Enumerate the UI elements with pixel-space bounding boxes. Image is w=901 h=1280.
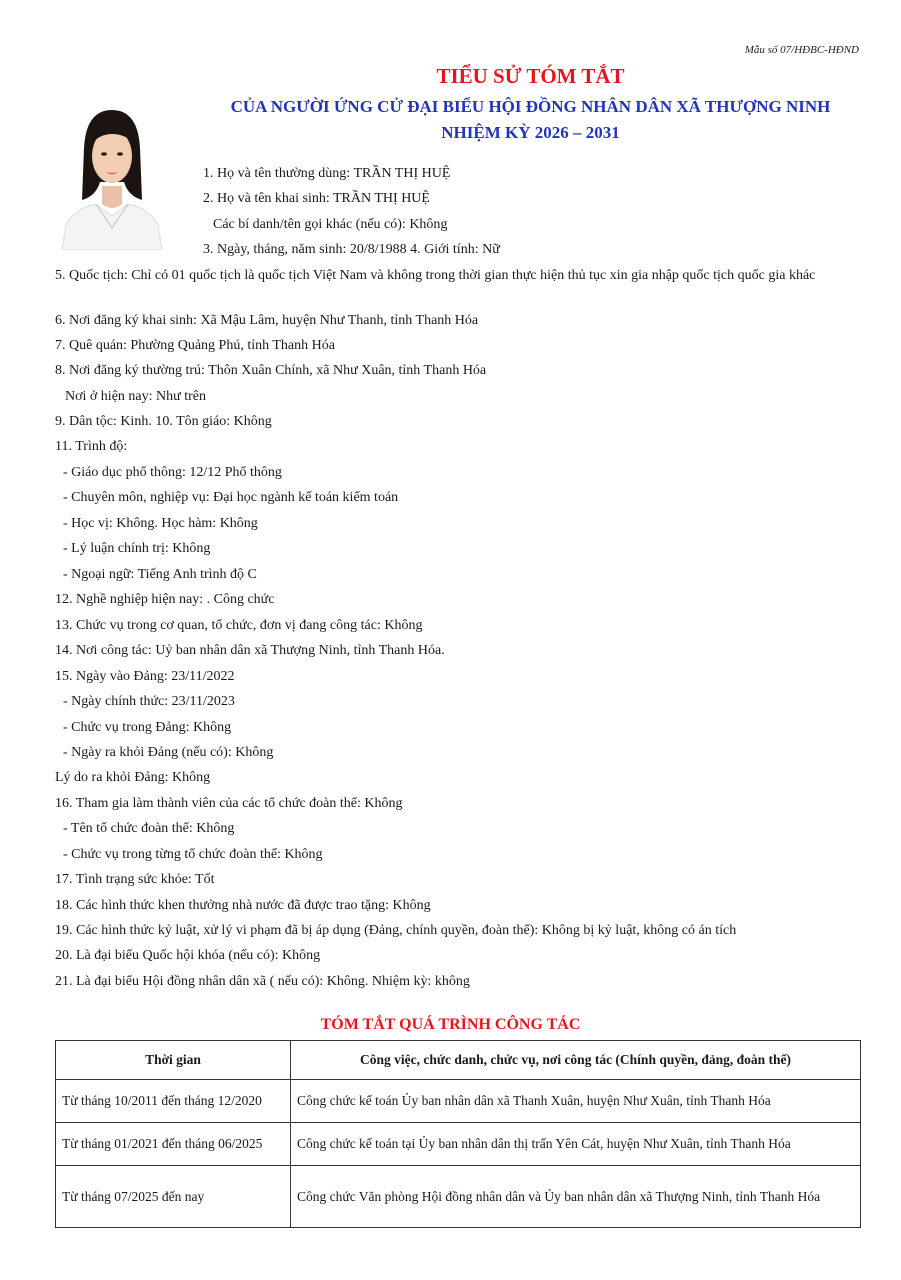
item-discipline: 19. Các hình thức kỷ luật, xử lý vi phạm đã bị áp dụng (Đảng, chính quyền, đoàn thể): Không bị kỷ luật, không có án tích [55,923,737,938]
item-occupation: 12. Nghề nghiệp hiện nay: . Công chức [55,592,275,607]
item-party-leave-date: - Ngày ra khỏi Đảng (nếu có): Không [63,745,274,760]
item-common-name: 1. Họ và tên thường dùng: TRẦN THỊ HUỆ [203,166,451,181]
work-history-table [55,1040,861,1228]
item-birth-name: 2. Họ và tên khai sinh: TRẦN THỊ HUỆ [203,191,430,206]
item-general-education: - Giáo dục phổ thông: 12/12 Phổ thông [63,465,282,480]
item-foreign-language: - Ngoại ngữ: Tiếng Anh trình độ C [63,567,257,582]
item-current-residence: Nơi ở hiện nay: Như trên [65,389,206,404]
item-political-theory: - Lý luận chính trị: Không [63,541,211,556]
item-organizations: 16. Tham gia làm thành viên của các tổ chức đoàn thể: Không [55,796,403,811]
item-aliases: Các bí danh/tên gọi khác (nếu có): Không [213,217,448,232]
item-awards: 18. Các hình thức khen thưởng nhà nước đã được trao tặng: Không [55,898,431,913]
row-description: Công chức Văn phòng Hội đồng nhân dân và Ủy ban nhân dân xã Thượng Ninh, tỉnh Thanh Hóa [291,1166,861,1228]
item-specialty: - Chuyên môn, nghiệp vụ: Đại học ngành kế toán kiểm toán [63,490,399,505]
header-description: Công việc, chức danh, chức vụ, nơi công tác (Chính quyền, đảng, đoàn thể) [291,1041,861,1080]
item-education-heading: 11. Trình độ: [55,439,128,454]
header-time: Thời gian [56,1041,291,1080]
document-title: TIỂU SỬ TÓM TẮT [436,64,625,88]
item-birthdate-gender: 3. Ngày, tháng, năm sinh: 20/8/1988 4. Giới tính: Nữ [203,242,500,257]
subtitle-line-2: NHIỆM KỲ 2026 – 2031 [441,123,620,142]
item-workplace: 14. Nơi công tác: Uỷ ban nhân dân xã Thượng Ninh, tỉnh Thanh Hóa. [55,643,445,658]
item-health: 17. Tình trạng sức khỏe: Tốt [55,872,215,887]
item-national-assembly: 20. Là đại biểu Quốc hội khóa (nếu có): Không [55,948,321,963]
row-time: Từ tháng 10/2011 đến tháng 12/2020 [56,1080,291,1123]
form-number: Mẫu số 07/HĐBC-HĐND [744,44,859,56]
item-hometown: 7. Quê quán: Phường Quảng Phú, tỉnh Thanh Hóa [55,338,335,353]
item-degree: - Học vị: Không. Học hàm: Không [63,516,258,531]
table-row [56,1123,861,1166]
item-party-leave-reason: Lý do ra khỏi Đảng: Không [55,770,211,785]
item-ethnicity-religion: 9. Dân tộc: Kinh. 10. Tôn giáo: Không [55,414,272,429]
row-description: Công chức kế toán tại Ủy ban nhân dân thị trấn Yên Cát, huyện Như Xuân, tỉnh Thanh Hóa [291,1123,861,1166]
item-organization-name: - Tên tổ chức đoàn thể: Không [63,821,235,836]
item-party-official-date: - Ngày chính thức: 23/11/2023 [63,694,235,709]
table-row [56,1166,861,1228]
subtitle-line-1: CỦA NGƯỜI ỨNG CỬ ĐẠI BIỂU HỘI ĐỒNG NHÂN DÂN XÃ THƯỢNG NINH [230,97,831,116]
row-time: Từ tháng 01/2021 đến tháng 06/2025 [56,1123,291,1166]
table-row [56,1080,861,1123]
item-nationality: 5. Quốc tịch: Chỉ có 01 quốc tịch là quốc tịch Việt Nam và không trong thời gian thực hiện thủ tục xin gia nhập quốc tịch quốc gia khác [55,268,816,283]
item-party-join-date: 15. Ngày vào Đảng: 23/11/2022 [55,669,235,684]
item-permanent-residence: 8. Nơi đăng ký thường trú: Thôn Xuân Chính, xã Như Xuân, tỉnh Thanh Hóa [55,363,487,378]
item-council-member: 21. Là đại biểu Hội đồng nhân dân xã ( nếu có): Không. Nhiệm kỳ: không [55,974,470,989]
item-organization-position: - Chức vụ trong từng tổ chức đoàn thể: Không [63,847,323,862]
item-position: 13. Chức vụ trong cơ quan, tổ chức, đơn vị đang công tác: Không [55,618,423,633]
item-party-position: - Chức vụ trong Đảng: Không [63,720,232,735]
row-time: Từ tháng 07/2025 đến nay [56,1166,291,1228]
row-description: Công chức kế toán Ủy ban nhân dân xã Thanh Xuân, huyện Như Xuân, tỉnh Thanh Hóa [291,1080,861,1123]
work-history-title: TÓM TẮT QUÁ TRÌNH CÔNG TÁC [320,1016,581,1033]
portrait-icon [56,104,168,250]
portrait-photo [56,104,168,250]
item-birth-registration: 6. Nơi đăng ký khai sinh: Xã Mậu Lâm, huyện Như Thanh, tỉnh Thanh Hóa [55,313,479,328]
table-header-row [56,1041,861,1080]
